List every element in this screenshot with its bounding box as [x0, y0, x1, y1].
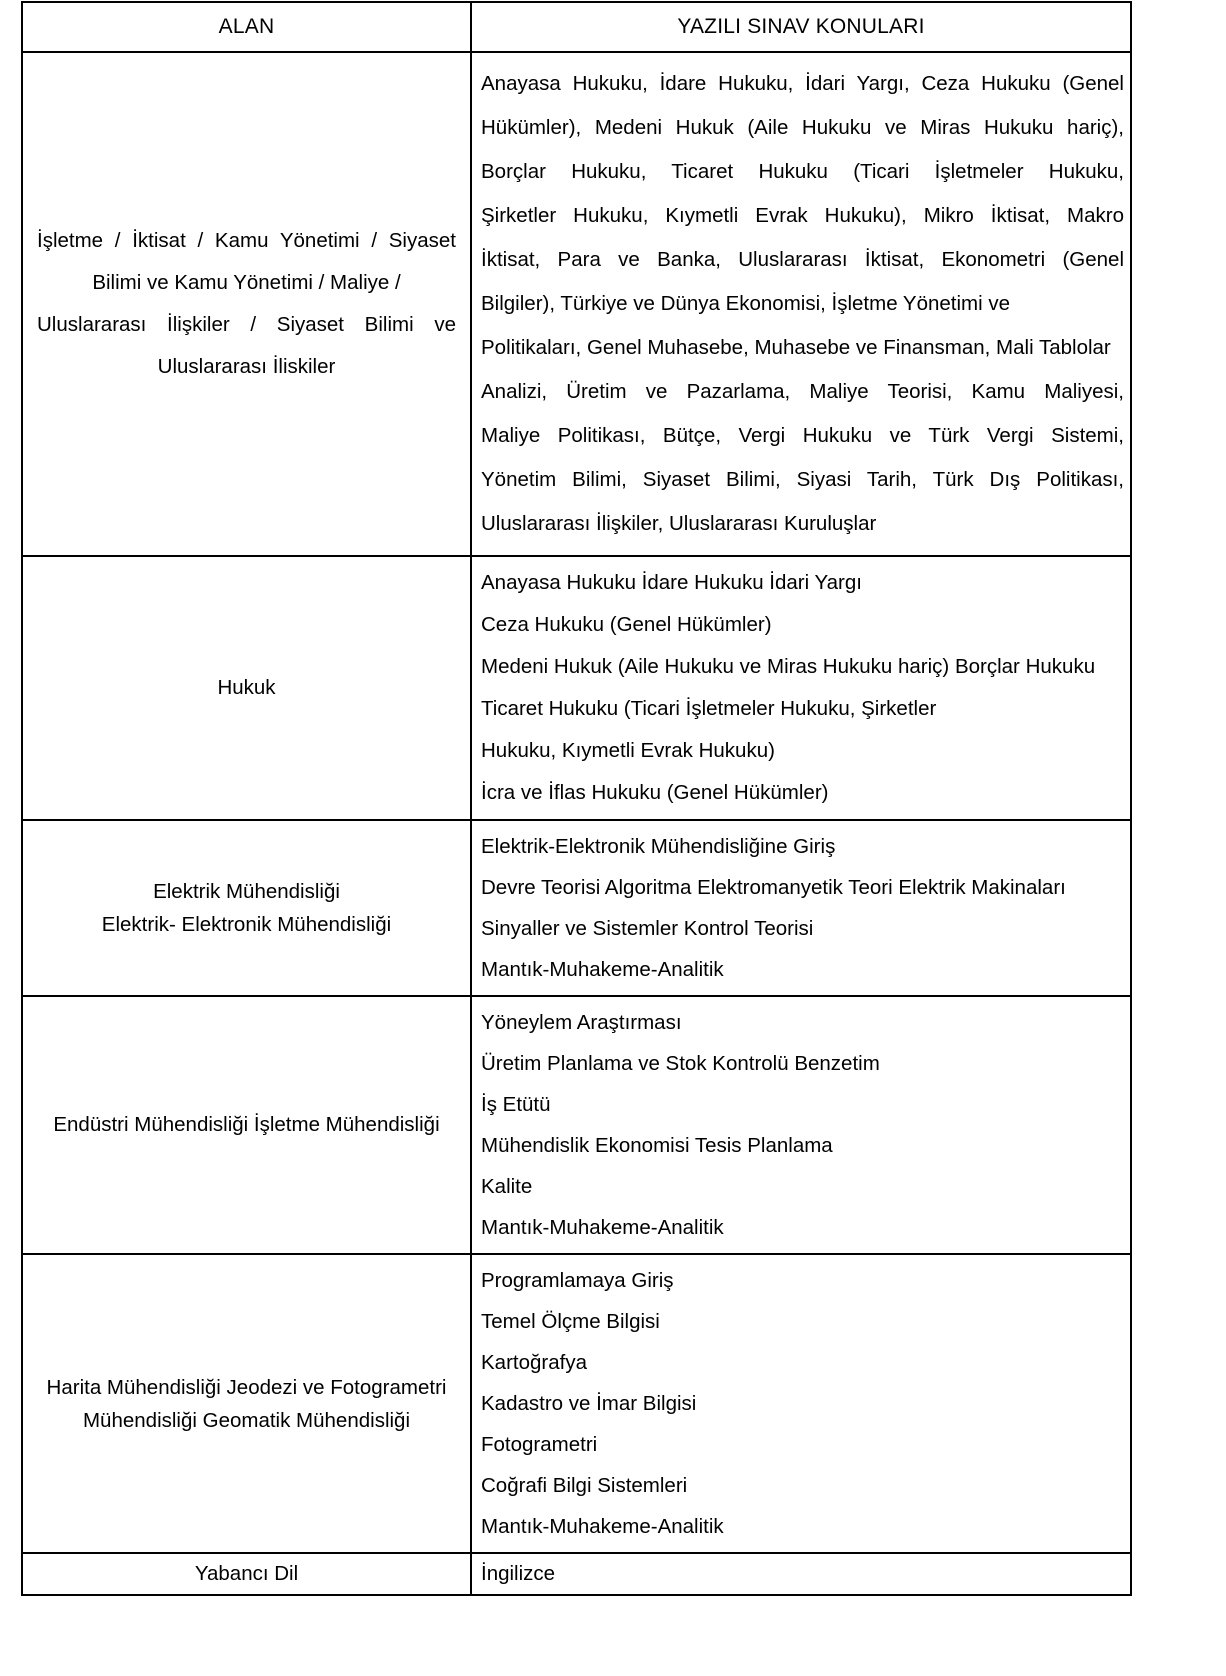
konu-line: Ticaret Hukuku (Ticari İşletmeler Hukuku, Şirketler: [481, 697, 937, 720]
konu-line: İş Etütü: [481, 1093, 551, 1116]
konu-line: Maliye Politikası, Bütçe, Vergi Hukuku ve Türk Vergi Sistemi,: [481, 424, 1124, 447]
konu-line: Bilgiler), Türkiye ve Dünya Ekonomisi, İşletme Yönetimi ve: [481, 292, 1011, 315]
konu-line: Programlamaya Giriş: [481, 1269, 674, 1292]
konu-line: Coğrafi Bilgi Sistemleri: [481, 1474, 688, 1497]
konu-line: Mantık-Muhakeme-Analitik: [481, 958, 724, 981]
alan-line: İşletme / İktisat / Kamu Yönetimi / Siyaset: [37, 229, 456, 252]
table-row: [22, 820, 1131, 996]
konu-line: Borçlar Hukuku, Ticaret Hukuku (Ticari İşletmeler Hukuku,: [481, 160, 1124, 183]
column-header-konular: YAZILI SINAV KONULARI: [471, 2, 1131, 52]
konu-line: Analizi, Üretim ve Pazarlama, Maliye Teorisi, Kamu Maliyesi,: [481, 380, 1124, 403]
alan-cell: [22, 820, 471, 996]
konu-line: Yöneylem Araştırması: [481, 1011, 682, 1034]
header-row: [22, 2, 1131, 52]
alan-line: Endüstri Mühendisliği İşletme Mühendisliği: [53, 1113, 440, 1136]
konu-line: Mantık-Muhakeme-Analitik: [481, 1515, 724, 1538]
konu-line: İngilizce: [481, 1562, 556, 1585]
konu-line: Yönetim Bilimi, Siyaset Bilimi, Siyasi Tarih, Türk Dış Politikası,: [481, 468, 1124, 491]
konu-line: Sinyaller ve Sistemler Kontrol Teorisi: [481, 917, 814, 940]
konu-line: Üretim Planlama ve Stok Kontrolü Benzetim: [481, 1052, 880, 1075]
konu-line: Fotogrametri: [481, 1433, 598, 1456]
alan-line: Harita Mühendisliği Jeodezi ve Fotogrametri: [46, 1375, 447, 1399]
konu-line: Kadastro ve İmar Bilgisi: [481, 1392, 697, 1415]
konu-line: Hukuku, Kıymetli Evrak Hukuku): [481, 739, 775, 762]
konu-line: Temel Ölçme Bilgisi: [481, 1310, 660, 1333]
konular-cell: [471, 996, 1131, 1254]
konular-cell: [471, 1254, 1131, 1553]
konu-line: Kalite: [481, 1175, 533, 1198]
table-header: [22, 2, 1131, 52]
konu-line: Elektrik-Elektronik Mühendisliğine Giriş: [481, 835, 836, 858]
alan-cell: [22, 1254, 471, 1553]
konu-line: Hükümler), Medeni Hukuk (Aile Hukuku ve Miras Hukuku hariç),: [481, 116, 1124, 139]
alan-line: Elektrik- Elektronik Mühendisliği: [101, 913, 392, 936]
table-row: [22, 556, 1131, 820]
konu-line: Ceza Hukuku (Genel Hükümler): [481, 613, 772, 636]
alan-line: Elektrik Mühendisliği: [153, 880, 340, 903]
alan-line: Hukuk: [217, 676, 276, 699]
alan-line: Bilimi ve Kamu Yönetimi / Maliye /: [92, 271, 401, 294]
konu-line: Anayasa Hukuku, İdare Hukuku, İdari Yargı, Ceza Hukuku (Genel: [481, 72, 1124, 95]
konu-line: Mantık-Muhakeme-Analitik: [481, 1216, 724, 1239]
konu-line: Politikaları, Genel Muhasebe, Muhasebe ve Finansman, Mali Tablolar: [481, 336, 1111, 359]
konu-line: Şirketler Hukuku, Kıymetli Evrak Hukuku), Mikro İktisat, Makro: [481, 204, 1124, 227]
konu-line: İktisat, Para ve Banka, Uluslararası İktisat, Ekonometri (Genel: [481, 248, 1124, 271]
alan-line: Uluslararası İliskiler: [157, 355, 336, 378]
alan-cell: [22, 1553, 471, 1595]
konular-cell: [471, 556, 1131, 820]
konu-line: Mühendislik Ekonomisi Tesis Planlama: [481, 1134, 833, 1157]
exam-subjects-table: [21, 1, 1132, 1596]
alan-cell: [22, 996, 471, 1254]
table-row: [22, 996, 1131, 1254]
konu-line: Kartoğrafya: [481, 1351, 587, 1374]
konular-cell: [471, 1553, 1131, 1595]
konu-line: Uluslararası İlişkiler, Uluslararası Kuruluşlar: [481, 512, 877, 535]
column-header-alan: ALAN: [22, 2, 471, 52]
konu-line: İcra ve İflas Hukuku (Genel Hükümler): [481, 781, 829, 804]
konular-cell: [471, 52, 1131, 556]
konu-line: Devre Teorisi Algoritma Elektromanyetik Teori Elektrik Makinaları: [481, 876, 1066, 899]
konu-line: Medeni Hukuk (Aile Hukuku ve Miras Hukuku hariç) Borçlar Hukuku: [481, 655, 1096, 678]
table-row: [22, 1254, 1131, 1553]
alan-line: Mühendisliği Geomatik Mühendisliği: [82, 1408, 411, 1432]
table-row: [22, 1553, 1131, 1595]
konular-cell: [471, 820, 1131, 996]
konu-line: Anayasa Hukuku İdare Hukuku İdari Yargı: [481, 571, 862, 594]
alan-line: Uluslararası İlişkiler / Siyaset Bilimi ve: [37, 313, 456, 336]
table-row: [22, 52, 1131, 556]
alan-line: Yabancı Dil: [194, 1562, 299, 1585]
table-body: [22, 52, 1131, 1595]
alan-cell: [22, 52, 471, 556]
alan-cell: [22, 556, 471, 820]
